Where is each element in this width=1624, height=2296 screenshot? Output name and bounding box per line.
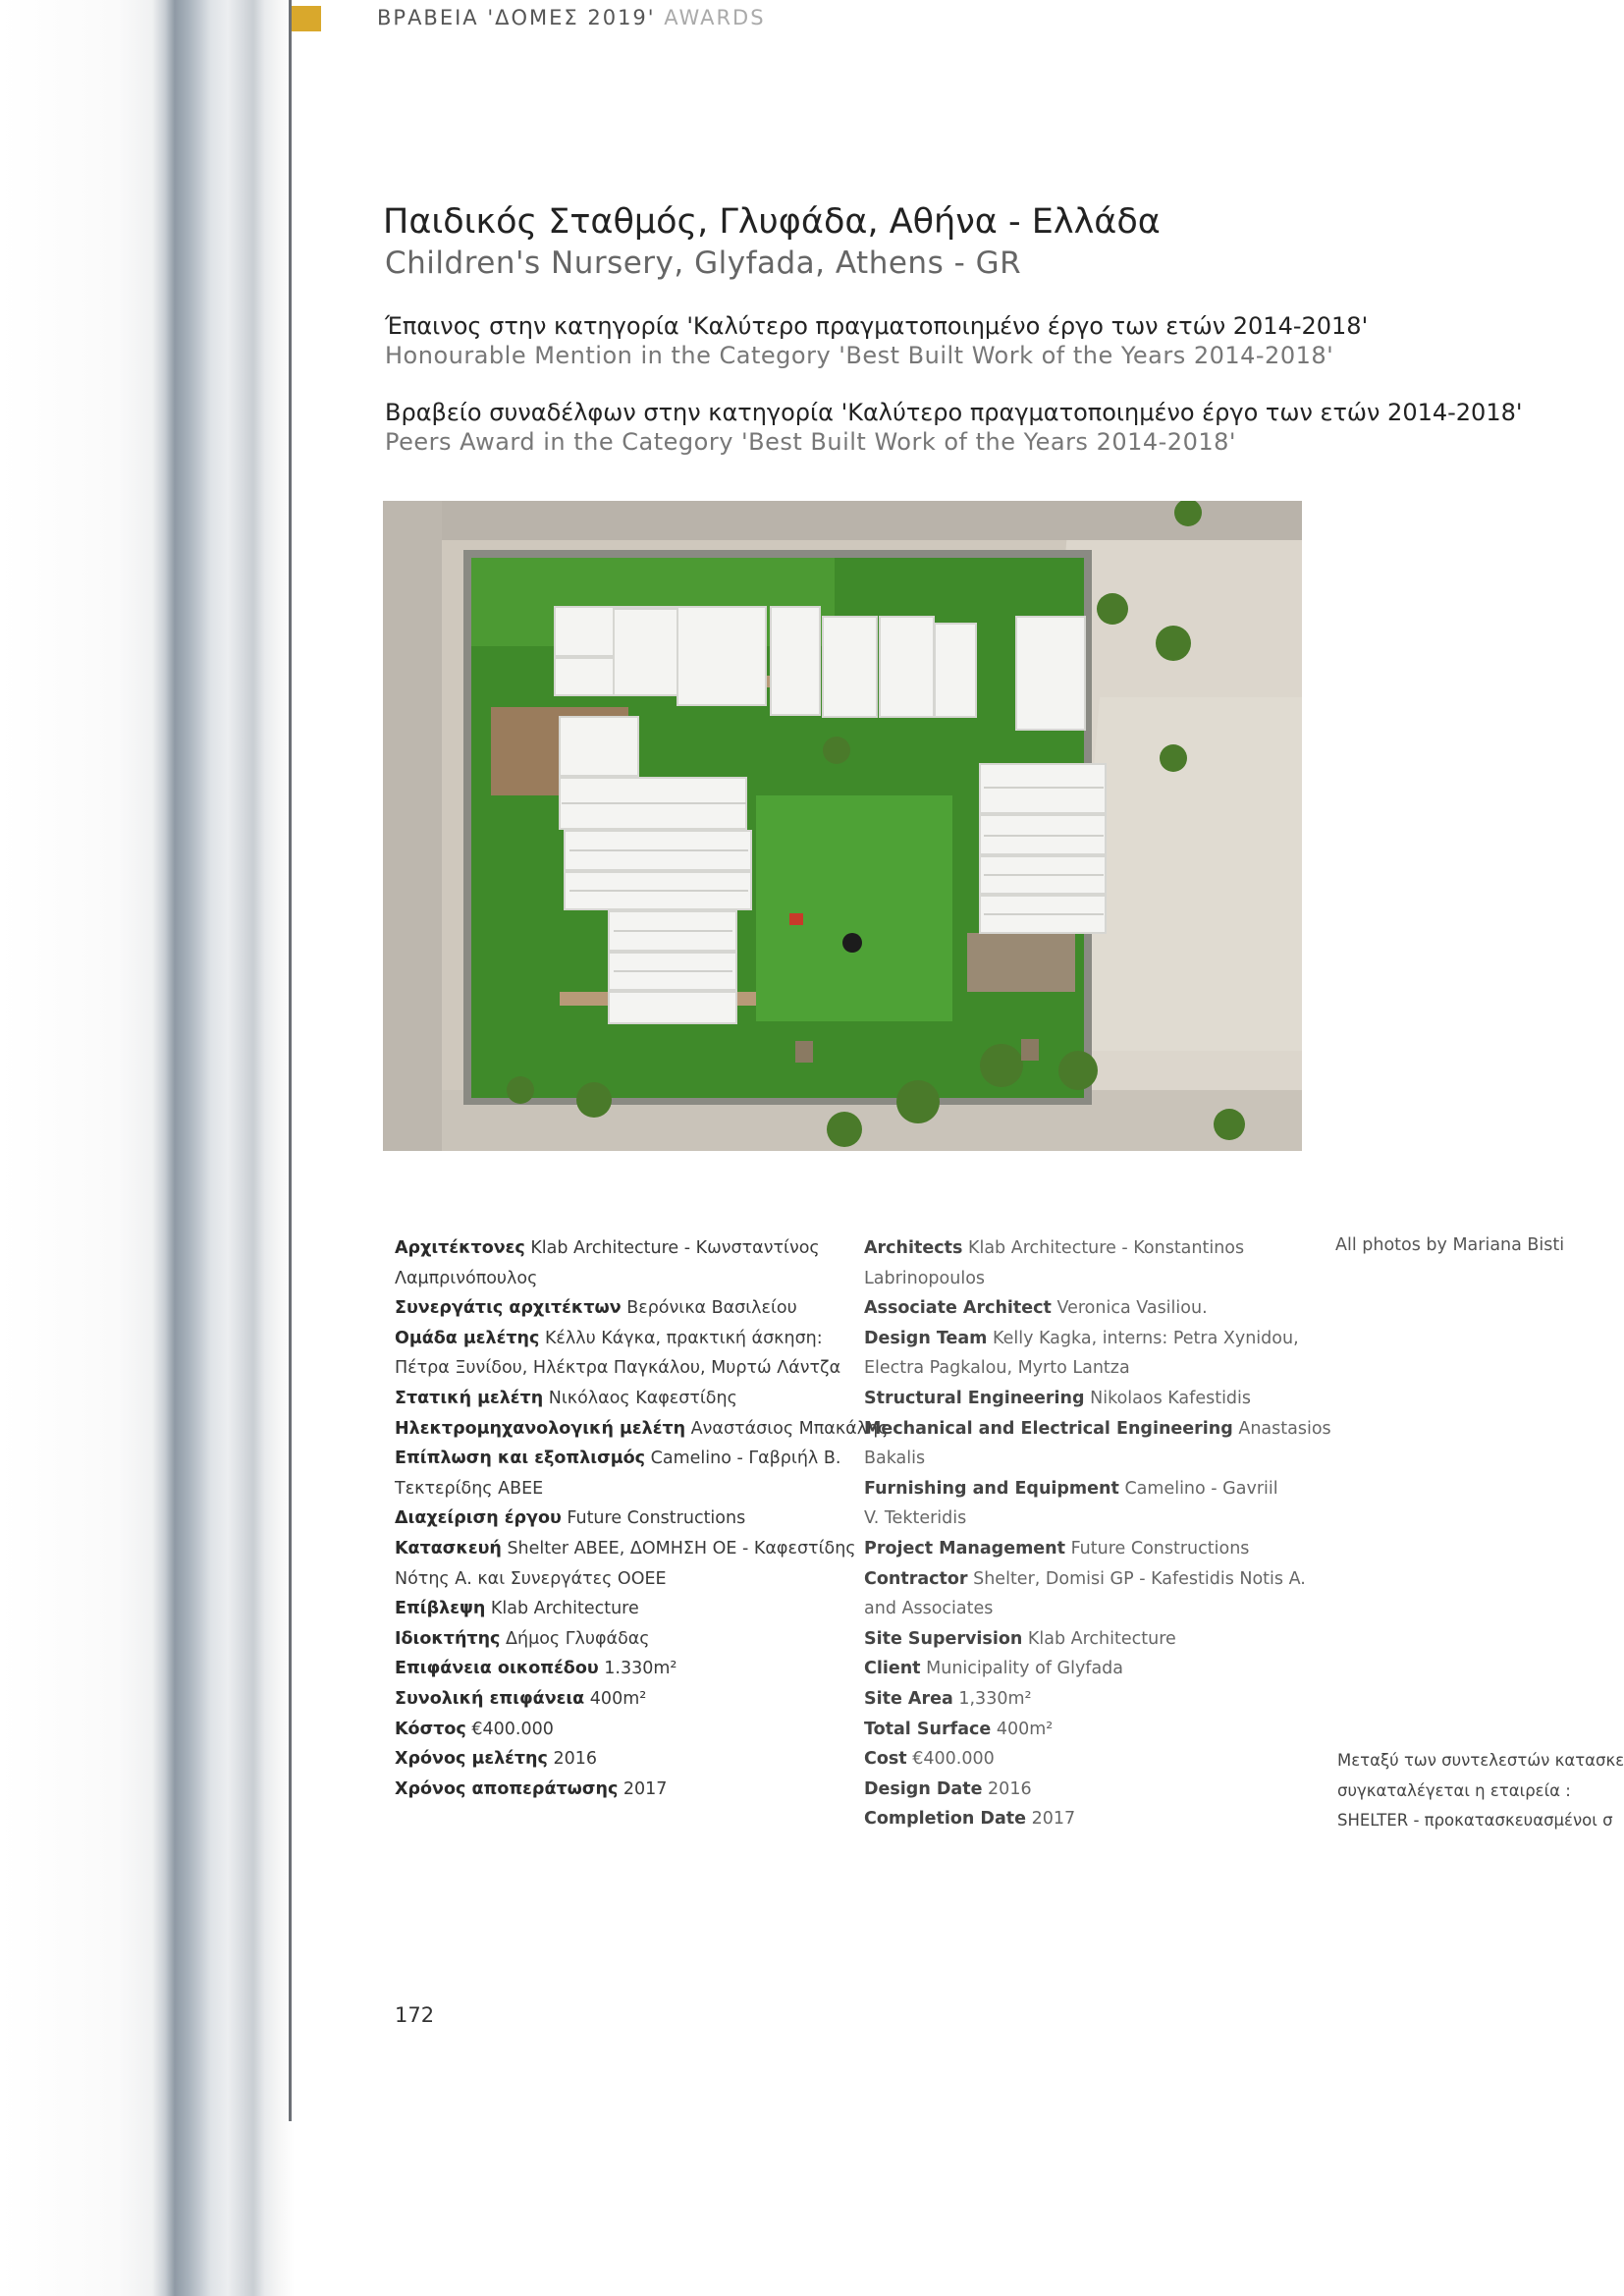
credit-row — [395, 1744, 888, 1775]
credit-row — [864, 1564, 1331, 1595]
credit-label: Κατασκευή — [395, 1538, 502, 1558]
credit-row — [864, 1715, 1331, 1745]
credit-label: Completion Date — [864, 1809, 1027, 1830]
credit-value: Klab Architecture — [1027, 1628, 1176, 1649]
credit-row — [864, 1503, 1331, 1534]
credit-value: Λαμπρινόπουλος — [395, 1268, 538, 1288]
credit-label: Design Date — [864, 1778, 983, 1799]
credit-label: Design Team — [864, 1328, 988, 1348]
credit-value: 1.330m² — [604, 1659, 677, 1679]
credit-label: Επίπλωση και εξοπλισμός — [395, 1449, 646, 1469]
credit-label: Κόστος — [395, 1719, 466, 1739]
credit-value: Camelino - Γαβριήλ Β. — [650, 1449, 841, 1469]
credit-row — [395, 1624, 888, 1655]
credits-greek — [395, 1233, 888, 1804]
aerial-photo — [383, 501, 1302, 1151]
credit-label: Structural Engineering — [864, 1388, 1085, 1408]
credit-label: Contractor — [864, 1568, 968, 1589]
credit-value: Τεκτερίδης ΑΒΕΕ — [395, 1478, 544, 1499]
credit-row — [395, 1384, 888, 1414]
credit-value: 2017 — [1031, 1809, 1076, 1830]
credit-value: Shelter ΑΒΕΕ, ΔΟΜΗΣΗ ΟΕ - Καφεστίδης — [507, 1538, 856, 1558]
credit-label: Total Surface — [864, 1719, 992, 1739]
credit-row — [395, 1353, 888, 1384]
credit-value: Electra Pagkalou, Myrto Lantza — [864, 1358, 1130, 1379]
credit-label: Αρχιτέκτονες — [395, 1238, 525, 1258]
credit-row — [864, 1684, 1331, 1715]
credit-label: Συνεργάτις αρχιτέκτων — [395, 1298, 622, 1319]
credit-row — [864, 1594, 1331, 1624]
award-2-english: Peers Award in the Category 'Best Built Work of the Years 2014-2018' — [385, 428, 1236, 456]
credit-label: Συνολική επιφάνεια — [395, 1688, 585, 1709]
credit-label: Mechanical and Electrical Engineering — [864, 1418, 1233, 1439]
credit-value: Anastasios — [1238, 1418, 1331, 1439]
credit-value: Αναστάσιος Μπακάλης — [690, 1418, 889, 1439]
credit-value: Νότης Α. και Συνεργάτες ΟΟΕΕ — [395, 1568, 667, 1589]
credit-row — [395, 1534, 888, 1564]
side-note-line: SHELTER - προκατασκευασμένοι σ — [1337, 1811, 1613, 1831]
photo-credit: All photos by Mariana Bisti — [1335, 1235, 1565, 1255]
credit-label: Associate Architect — [864, 1298, 1052, 1319]
credit-row — [864, 1624, 1331, 1655]
running-header — [377, 6, 766, 29]
credit-value: Nikolaos Kafestidis — [1090, 1388, 1252, 1408]
credit-value: Κέλλυ Κάγκα, πρακτική άσκηση: — [544, 1328, 823, 1348]
project-title-greek: Παιδικός Σταθμός, Γλυφάδα, Αθήνα - Ελλάδα — [383, 202, 1161, 242]
award-2-greek: Βραβείο συναδέλφων στην κατηγορία 'Καλύτερο πραγματοποιημένο έργο των ετών 2014-2018' — [385, 399, 1523, 426]
credit-row — [864, 1775, 1331, 1805]
credit-value: Δήμος Γλυφάδας — [506, 1628, 650, 1649]
credit-value: €400.000 — [471, 1719, 554, 1739]
credit-row — [864, 1654, 1331, 1684]
credit-row — [864, 1474, 1331, 1504]
credit-value: Νικόλαος Καφεστίδης — [548, 1388, 737, 1408]
credit-row — [395, 1654, 888, 1684]
book-binding-shadow — [0, 0, 295, 2296]
credit-row — [395, 1444, 888, 1474]
credit-row — [864, 1264, 1331, 1294]
credit-value: 2016 — [553, 1749, 598, 1770]
header-prefix: ΒΡΑΒΕΙΑ 'ΔΟΜΕΣ 2019' — [377, 6, 656, 29]
credit-row — [395, 1414, 888, 1445]
credit-value: Camelino - Gavriil — [1124, 1478, 1278, 1499]
credit-value: Shelter, Domisi GP - Kafestidis Notis A. — [973, 1568, 1306, 1589]
credit-value: 400m² — [589, 1688, 647, 1709]
credit-value: 1,330m² — [958, 1688, 1032, 1709]
credit-row — [864, 1353, 1331, 1384]
credit-label: Ηλεκτρομηχανολογική μελέτη — [395, 1418, 686, 1439]
credit-value: Βερόνικα Βασιλείου — [626, 1298, 797, 1319]
side-note-line: συγκαταλέγεται η εταιρεία : — [1337, 1780, 1571, 1800]
credit-label: Client — [864, 1659, 921, 1679]
credit-row — [864, 1534, 1331, 1564]
credit-value: Klab Architecture - Κωνσταντίνος — [530, 1238, 820, 1258]
credit-value: Klab Architecture — [490, 1599, 639, 1619]
credit-row — [395, 1264, 888, 1294]
credit-label: Architects — [864, 1238, 963, 1258]
credit-row — [395, 1564, 888, 1595]
credit-row — [864, 1233, 1331, 1264]
credit-row — [395, 1715, 888, 1745]
credit-label: Site Area — [864, 1688, 953, 1709]
credit-label: Στατική μελέτη — [395, 1388, 544, 1408]
credit-value: €400.000 — [912, 1749, 995, 1770]
page-fold-line — [289, 0, 292, 2121]
credit-row — [395, 1775, 888, 1805]
credit-row — [395, 1233, 888, 1264]
credit-value: Veronica Vasiliou. — [1056, 1298, 1208, 1319]
credit-label: Επίβλεψη — [395, 1599, 486, 1619]
credit-row — [864, 1384, 1331, 1414]
credit-row — [395, 1474, 888, 1504]
credit-value: Municipality of Glyfada — [926, 1659, 1124, 1679]
credit-row — [395, 1594, 888, 1624]
credits-english — [864, 1233, 1331, 1834]
credit-row — [864, 1804, 1331, 1834]
credit-value: Labrinopoulos — [864, 1268, 986, 1288]
credit-value: 2017 — [623, 1778, 668, 1799]
header-suffix: AWARDS — [664, 6, 766, 29]
credit-row — [864, 1324, 1331, 1354]
award-1-english: Honourable Mention in the Category 'Best Built Work of the Years 2014-2018' — [385, 342, 1334, 369]
side-note — [1337, 1746, 1624, 1836]
project-title-english: Children's Nursery, Glyfada, Athens - GR — [385, 246, 1022, 281]
credit-label: Χρόνος μελέτης — [395, 1749, 548, 1770]
credit-value: Bakalis — [864, 1449, 926, 1469]
credit-value: Future Constructions — [567, 1508, 746, 1529]
credit-label: Χρόνος αποπεράτωσης — [395, 1778, 619, 1799]
side-note-line: Μεταξύ των συντελεστών κατασκε — [1337, 1751, 1624, 1770]
credit-label: Ιδιοκτήτης — [395, 1628, 501, 1649]
credit-value: and Associates — [864, 1599, 994, 1619]
credit-label: Ομάδα μελέτης — [395, 1328, 540, 1348]
credit-label: Site Supervision — [864, 1628, 1023, 1649]
credit-row — [395, 1324, 888, 1354]
credit-row — [864, 1744, 1331, 1775]
credit-value: 2016 — [988, 1778, 1032, 1799]
credit-value: Kelly Kagka, interns: Petra Xynidou, — [993, 1328, 1299, 1348]
credit-value: Future Constructions — [1070, 1538, 1250, 1558]
credit-row — [864, 1414, 1331, 1445]
credit-label: Furnishing and Equipment — [864, 1478, 1119, 1499]
award-1-greek: Έπαινος στην κατηγορία 'Καλύτερο πραγματοποιημένο έργο των ετών 2014-2018' — [385, 312, 1369, 340]
credit-row — [864, 1444, 1331, 1474]
credit-value: Πέτρα Ξυνίδου, Ηλέκτρα Παγκάλου, Μυρτώ Λάντζα — [395, 1358, 841, 1379]
section-color-tab — [292, 6, 321, 31]
credit-value: V. Tekteridis — [864, 1508, 967, 1529]
credit-row — [395, 1293, 888, 1324]
page-number: 172 — [395, 2003, 435, 2027]
credit-value: 400m² — [996, 1719, 1054, 1739]
credit-label: Cost — [864, 1749, 907, 1770]
credit-label: Project Management — [864, 1538, 1065, 1558]
credit-label: Διαχείριση έργου — [395, 1508, 562, 1529]
credit-row — [864, 1293, 1331, 1324]
credit-value: Klab Architecture - Konstantinos — [967, 1238, 1245, 1258]
credit-label: Επιφάνεια οικοπέδου — [395, 1659, 599, 1679]
credit-row — [395, 1503, 888, 1534]
credit-row — [395, 1684, 888, 1715]
